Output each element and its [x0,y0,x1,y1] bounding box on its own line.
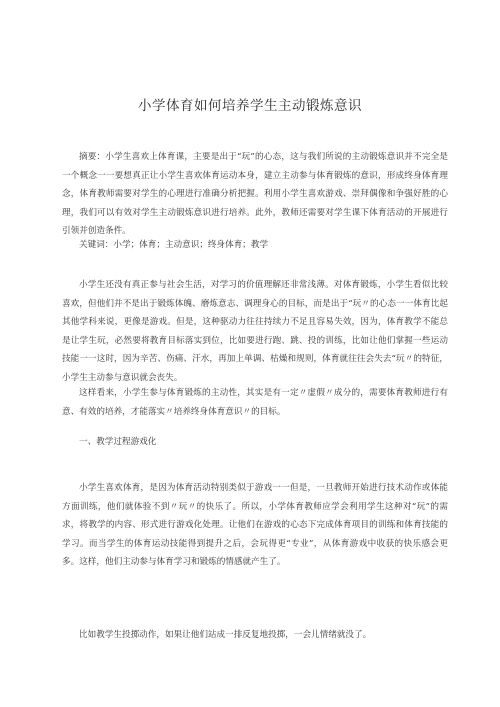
gamification-paragraph: 小学生喜欢体育，是因为体育活动特别类似于游戏一一但是，一旦教师开始进行技术动作或体能方面训练，他们就体验不到〃玩〃的快乐了。所以，小学体育教师应学会利用学生这种对“玩”的需求，将教学的内容、形式进行游戏化处理。让他们在游戏的心态下完成体育项目的训练和体育技能的学习。而当学生的体育运动技能得到提升之后，会玩得更“专业”，从体育游戏中收获的快乐感会更多。这样，他们主动参与体育学习和锻炼的情感就产生了。 [62,483,448,568]
summary-paragraph: 这样看来，小学生参与体育锻炼的主动性，其实是有一定〃虚假〃成分的，需要体育教师进行有意、有效的培养，才能落实〃培养终身体育意识〃的目标。 [62,388,448,417]
section-heading-1: 一、教学过程游戏化 [79,437,157,447]
abstract-paragraph: 摘要：小学生喜欢上体育课，主要是出于“玩”的心态，这与我们所说的主动锻炼意识并不完全是一个概念一一要想真正让小学生喜欢体育运动本身，建立主动参与体育锻炼的意识，形成终身体育理念，体育教师需要对学生的心理进行准确分析把握。利用小学生喜欢游戏、崇拜偶像和争强好胜的心理，我们可以有效对学生主动锻炼意识进行培养。此外，教师还需要对学生课下体育活动的开展进行引领并创造条件。 [62,152,448,237]
document-title: 小学体育如何培养学生主动锻炼意识 [138,98,362,114]
intro-paragraph: 小学生还没有真正参与社会生活，对学习的价值理解还非常浅薄。对体育锻炼，小学生看似比较喜欢，但他们并不是出于锻炼体魄、磨炼意志、调理身心的目标，而是出于“玩〃的心态一一体育比起其他学科来说，更像是游戏。但是，这种驱动力往往持续力不足且容易失效，因为，体育教学不能总是让学生玩，必然要将教育目标落实到位，比如要进行跑、跳、投的训练，比如让他们掌握一些运动技能一一这时，因为辛苦、伤痛、汗水，再加上单调、枯燥和规则，体育就往往会失去“玩〃的特征，小学生主动参与意识就会丧失。 [62,280,448,383]
keywords-paragraph: 关键词：小学；体育；主动意识；终身体育；教学 [79,240,269,250]
example-paragraph: 比如教学生投掷动作，如果让他们站成一排反复地投掷，一会儿情绪就没了。 [79,630,372,640]
